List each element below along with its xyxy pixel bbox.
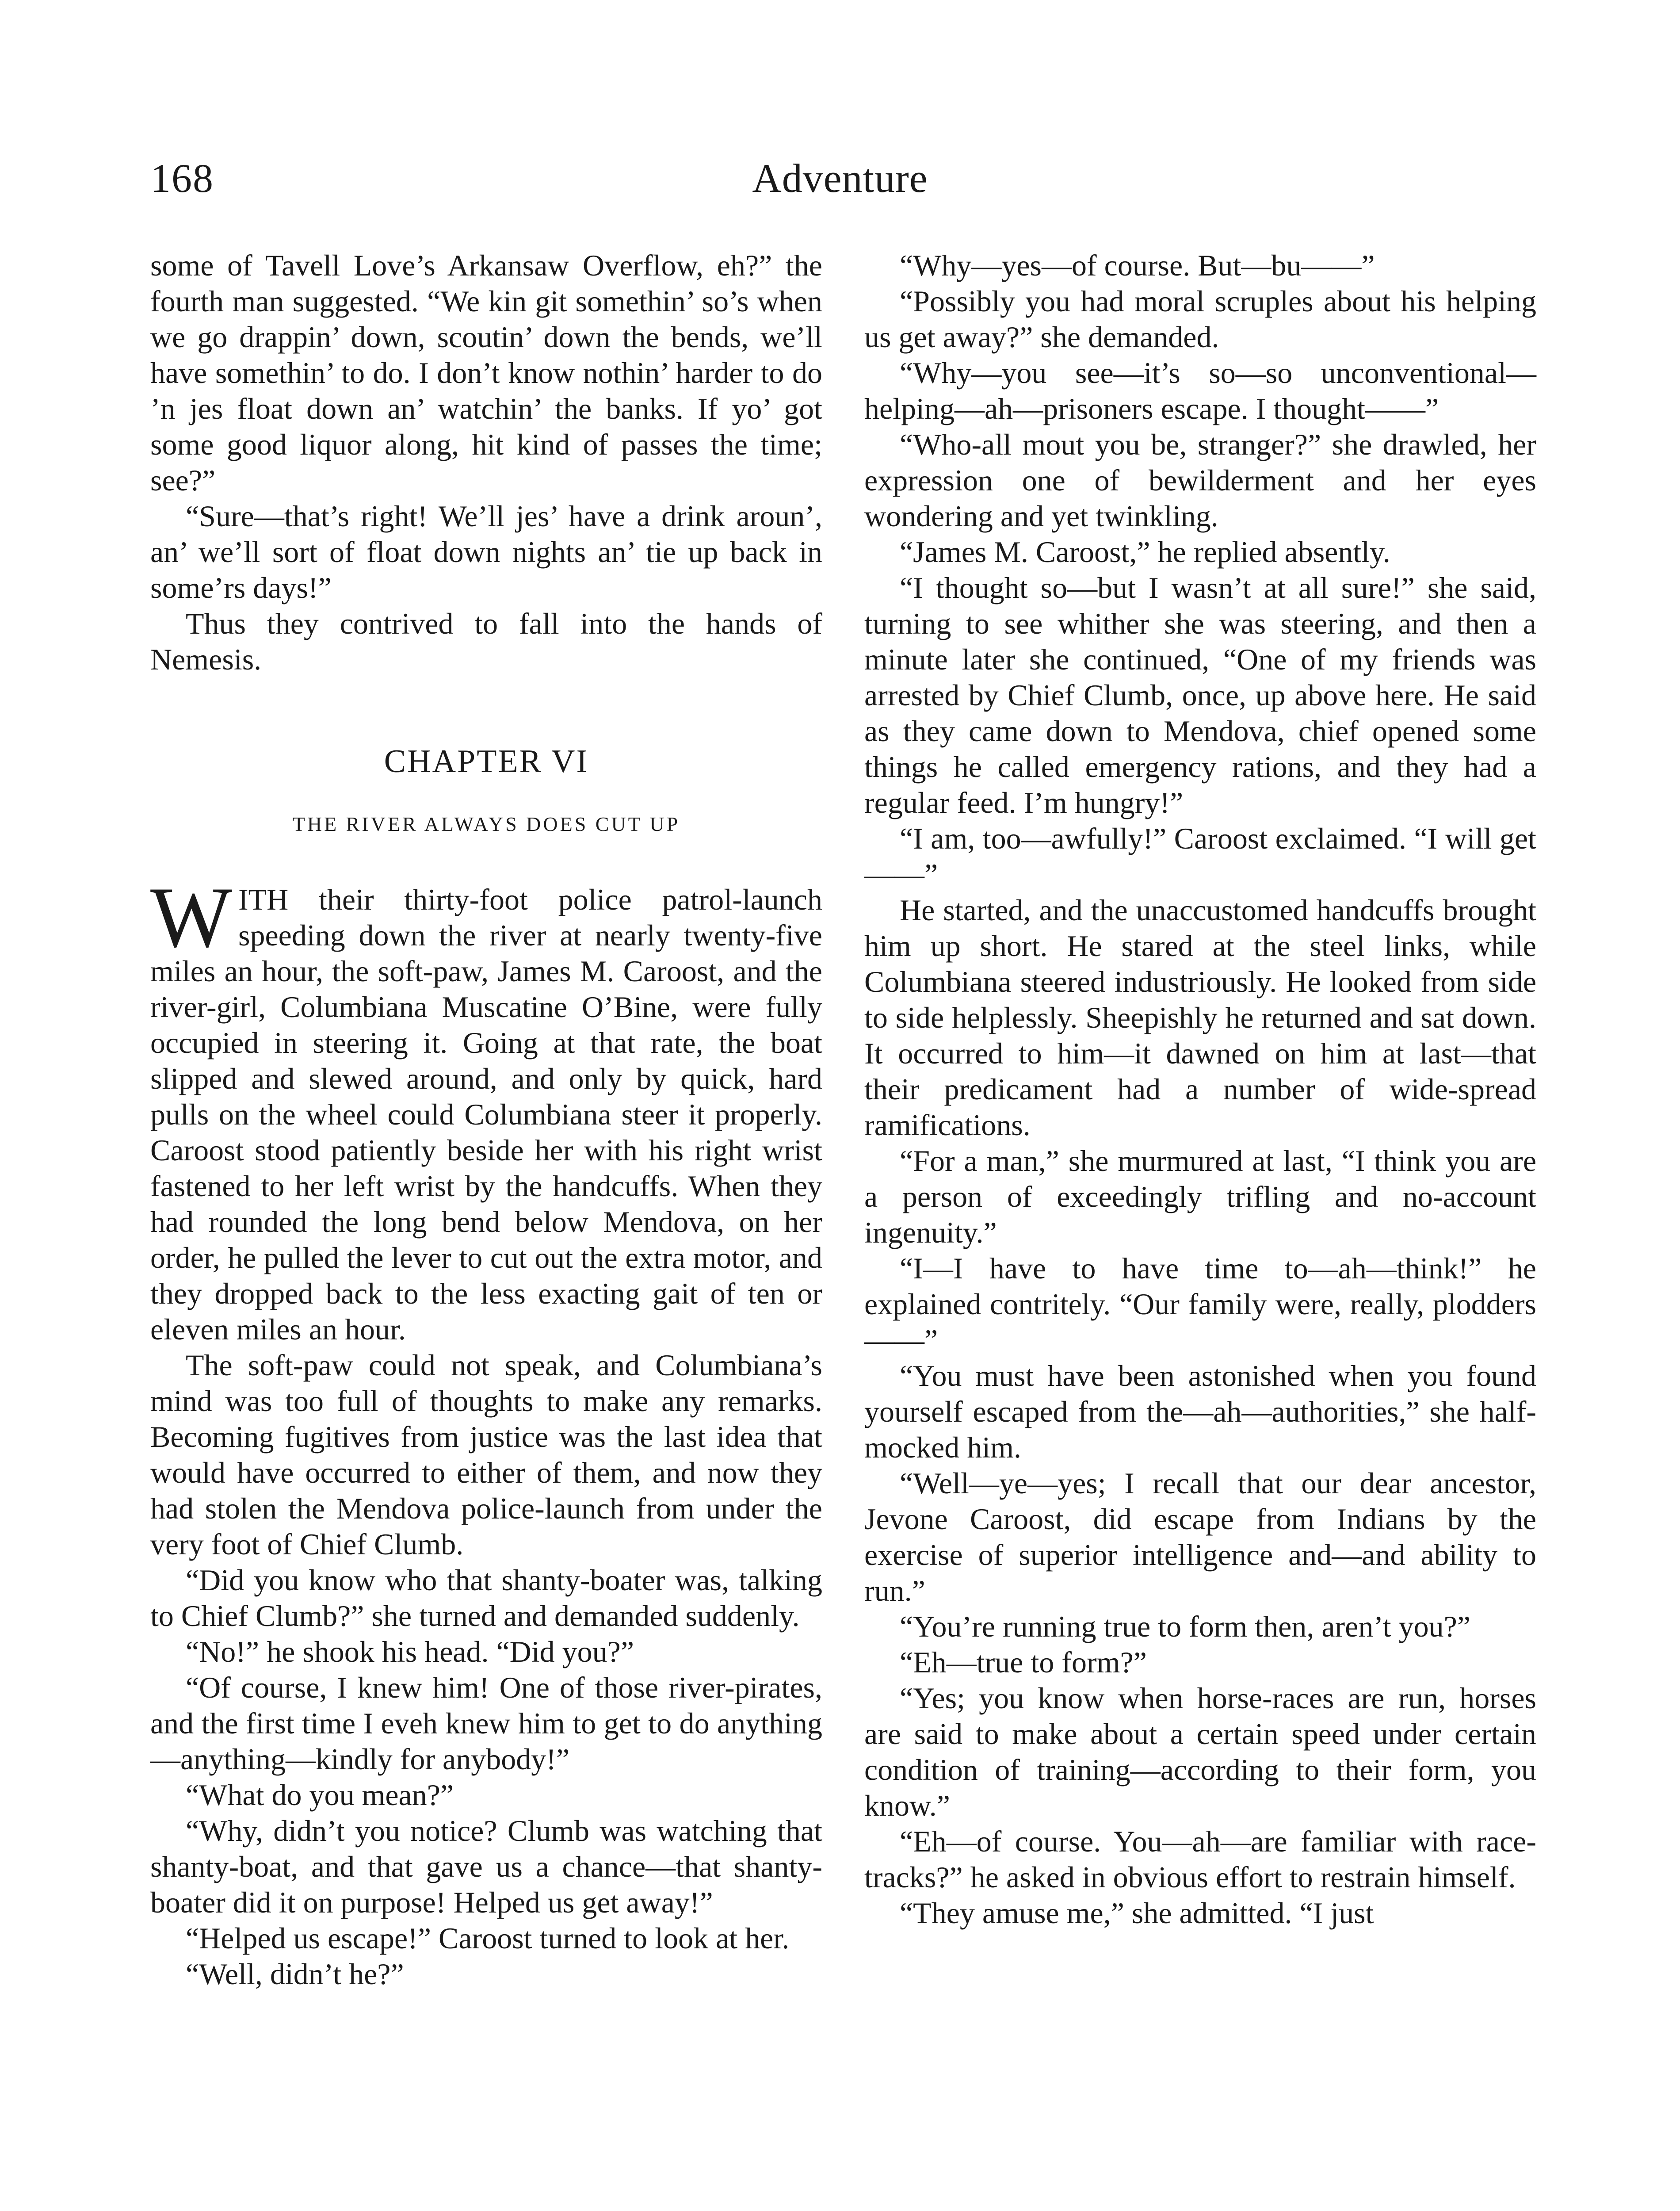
paragraph: “They amuse me,” she admitted. “I just [900,1896,1374,1930]
paragraph: “What do you mean?” [186,1778,454,1812]
chapter-subtitle: THE RIVER ALWAYS DOES CUT UP [292,813,680,835]
paragraph: “Sure—that’s right! We’ll jes’ have a drink aroun’, an’ we’ll sort of float down nights an’ tie up back in some’rs days!” [150,499,822,604]
paragraph: “Helped us escape!” Caroost turned to look at her. [186,1921,790,1955]
paragraph: “For a man,” she murmured at last, “I think you are a person of exceedingly trifling and no-account ingenuity.” [864,1144,1536,1249]
paragraph: “I am, too—awfully!” Caroost exclaimed. “I will get——” [864,822,1536,891]
paragraph-text: ITH their thirty-foot police patrol-launch speeding down the river at nearly twenty-five miles an hour, the soft-paw, James M. Caroost, and the river-girl, Columbiana Muscatine O’Bine, were fully occupied in steering it. Going at that rate, the boat slipped and slewed around, and only by quick, hard pulls on the wheel could Columbiana steer it properly. Caroost stood patiently beside her with his right wrist fastened to her left wrist by the handcuffs. When they had rounded the long bend below Mendova, on her order, he pulled the lever to cut out the extra motor, and they dropped back to the less exacting gait of ten or eleven miles an hour. [150,883,822,1346]
chapter-opening-paragraph [150,869,822,1347]
right-column [864,248,1536,1931]
magazine-title: Adventure [752,156,928,201]
paragraph: “Eh—true to form?” [900,1645,1147,1679]
paragraph: “Eh—of course. You—ah—are familiar with race-tracks?” he asked in obvious effort to restrain himself. [864,1825,1536,1894]
paragraph: “Yes; you know when horse-races are run, horses are said to make about a certain speed under certain condition of training—according to their form, you know.” [864,1681,1536,1822]
paragraph: “I thought so—but I wasn’t at all sure!” she said, turning to see whither she was steering, and then a minute later she continued, “One of my friends was arrested by Chief Clumb, once, up above here. He said as they came down to Mendova, chief opened some things he called emergency rations, and they had a regular feed. I’m hungry!” [864,571,1536,819]
paragraph: some of Tavell Love’s Arkansaw Overflow, eh?” the fourth man suggested. “We kin git somethin’ so’s when we go drappin’ down, scoutin’ down the bends, we’ll have somethin’ to do. I don’t know nothin’ harder to do ’n jes float down an’ watchin’ the banks. If yo’ got some good liquor along, hit kind of passes the time; see?” [150,249,822,497]
left-column [150,248,822,1992]
paragraph: “Who-all mout you be, stranger?” she drawled, her expression one of bewilderment and her eyes wondering and yet twinkling. [864,428,1536,533]
paragraph: “Well, didn’t he?” [186,1957,404,1991]
paragraph: “Why—you see—it’s so—so unconventional—helping—ah—prisoners escape. I thought——” [864,356,1536,425]
paragraph: “No!” he shook his head. “Did you?” [186,1635,634,1668]
paragraph: “I—I have to have time to—ah—think!” he explained contritely. “Our family were, really, plodders——” [864,1251,1536,1357]
paragraph: The soft-paw could not speak, and Columbiana’s mind was too full of thoughts to make any remarks. Becoming fugitives from justice was the last idea that would have occurred to either of them, and now they had stolen the Mendova police-launch from under the very foot of Chief Clumb. [150,1348,822,1561]
paragraph: He started, and the unaccustomed handcuffs brought him up short. He stared at the steel links, while Columbiana steered industriously. He looked from side to side helplessly. Sheepishly he returned and sat down. It occurred to him—it dawned on him at last—that their predicament had a number of wide-spread ramifications. [864,893,1536,1142]
paragraph: “Why—yes—of course. But—bu——” [900,249,1375,282]
running-head [150,155,1530,217]
paragraph: “Well—ye—yes; I recall that our dear ancestor, Jevone Caroost, did escape from Indians by the exercise of superior intelligence and—and ability to run.” [864,1466,1536,1607]
chapter-heading: CHAPTER VI [384,743,589,780]
paragraph: “You’re running true to form then, aren’t you?” [900,1610,1471,1643]
drop-cap: W [150,869,232,965]
paragraph: “Why, didn’t you notice? Clumb was watching that shanty-boat, and that gave us a chance—that shanty-boater did it on purpose! Helped us get away!” [150,1814,822,1919]
paragraph: “Possibly you had moral scruples about his helping us get away?” she demanded. [864,284,1536,354]
paragraph: Thus they contrived to fall into the hands of Nemesis. [150,607,822,676]
paragraph: “Did you know who that shanty-boater was, talking to Chief Clumb?” she turned and demanded suddenly. [150,1563,822,1633]
paragraph: “You must have been astonished when you found yourself escaped from the—ah—authorities,” she half-mocked him. [864,1359,1536,1464]
paragraph: “James M. Caroost,” he replied absently. [900,535,1390,569]
page-number: 168 [150,156,214,201]
paragraph: “Of course, I knew him! One of those river-pirates, and the first time I eveh knew him to get to do anything—anything—kindly for anybody!” [150,1671,822,1776]
